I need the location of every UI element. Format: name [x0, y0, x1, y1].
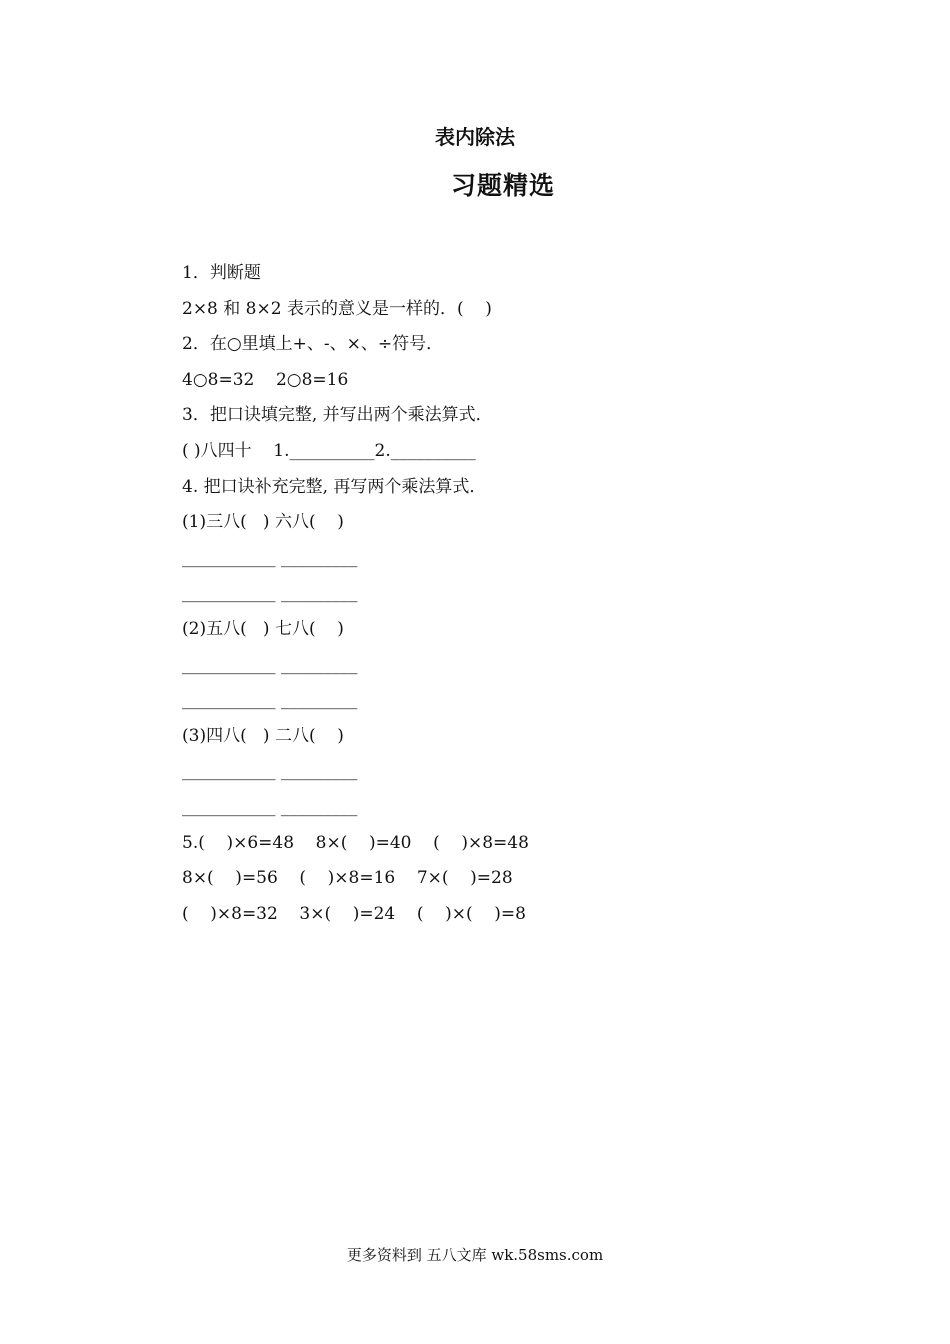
question-2-heading: 2．在○里填上+、-、×、÷符号． — [182, 334, 444, 355]
footer-watermark-text: 更多资料到 五八文库 wk.58sms.com — [346, 1246, 604, 1264]
question-4-heading: 4. 把口诀补充完整, 再写两个乘法算式． — [182, 476, 487, 497]
question-5-row-3: ( )×8=32 3×( )=24 ( )×( )=8 — [182, 903, 526, 924]
answer-blank-line: ___________ _________ — [182, 761, 358, 782]
question-4-part-3: (3)四八( ) 二八( ) — [182, 725, 344, 746]
question-4-part-1: (1)三八( ) 六八( ) — [182, 512, 344, 533]
answer-blank-line: ___________ _________ — [182, 690, 358, 711]
document-subtitle: 习题精选 — [450, 171, 555, 200]
answer-blank-line: ___________ _________ — [182, 796, 358, 817]
answer-blank-line: ___________ _________ — [182, 654, 358, 675]
exercise-list — [182, 256, 782, 932]
question-4-part-2: (2)五八( ) 七八( ) — [182, 618, 344, 639]
question-5-row-2: 8×( )=56 ( )×8=16 7×( )=28 — [182, 868, 513, 889]
question-3-blanks: ( )八四十 1.__________2.__________ — [182, 440, 476, 461]
question-1-statement: 2×8 和 8×2 表示的意义是一样的．( ) — [182, 298, 492, 319]
answer-blank-line: ___________ _________ — [182, 583, 358, 604]
question-5-row-1: 5.( )×6=48 8×( )=40 ( )×8=48 — [182, 832, 529, 853]
document-title: 表内除法 — [435, 125, 515, 149]
answer-blank-line: ___________ _________ — [182, 547, 358, 568]
question-3-heading: 3．把口诀填完整, 并写出两个乘法算式． — [182, 405, 493, 426]
question-1-heading: 1．判断题 — [182, 263, 261, 283]
question-2-equations: 4○8=32 2○8=16 — [182, 369, 349, 390]
